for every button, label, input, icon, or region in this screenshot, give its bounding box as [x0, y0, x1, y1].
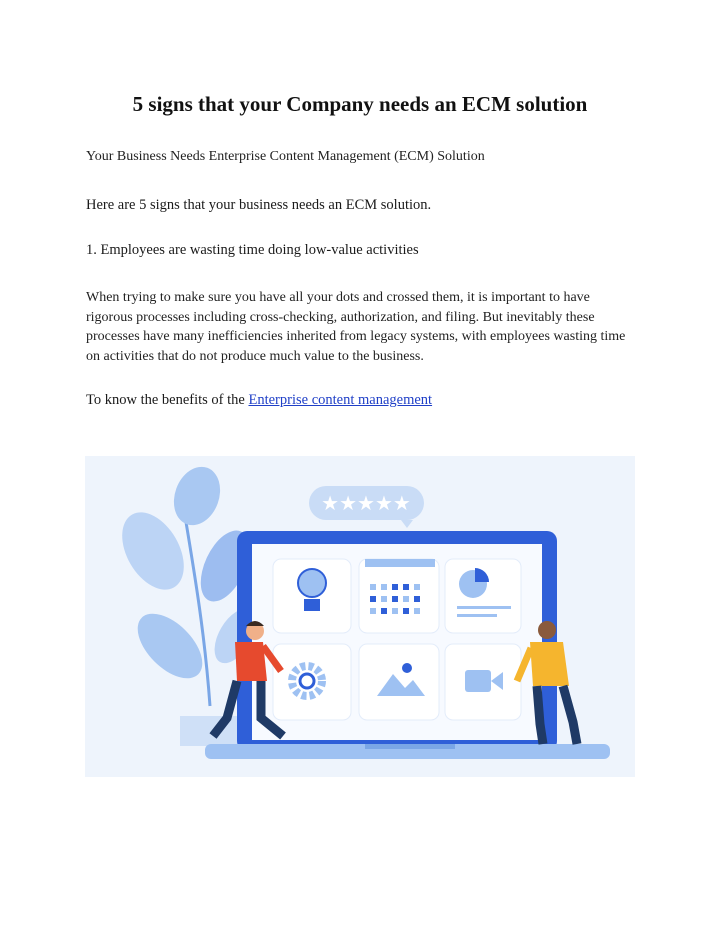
section-paragraph: When trying to make sure you have all your dots and crossed them, it is important to have rigorous processes including cross-checking, authorization, and filing. But inevitably these processes have many inefficiencies inherited from legacy systems, with employees wasting time on activities that do not produce much value to the business. — [86, 290, 626, 364]
rating-bubble — [309, 486, 424, 528]
tile-video — [445, 644, 521, 720]
tile-gear — [273, 644, 351, 720]
lightbulb-icon — [298, 569, 326, 597]
ecm-illustration — [85, 456, 635, 777]
ecm-illustration-svg — [85, 456, 635, 777]
lead-sentence: Here are 5 signs that your business needs an ECM solution. — [86, 197, 432, 213]
benefits-line — [86, 392, 646, 409]
tile-image — [359, 644, 439, 720]
document-title: 5 signs that your Company needs an ECM solution — [132, 92, 588, 116]
tile-dots — [359, 559, 439, 633]
rating-stars: ★★★★★ — [321, 491, 411, 515]
section-heading: 1. Employees are wasting time doing low-value activities — [86, 242, 419, 258]
document-subtitle: Your Business Needs Enterprise Content Management (ECM) Solution — [86, 149, 485, 164]
tile-pie — [445, 559, 521, 633]
benefits-prefix: To know the benefits of the — [86, 392, 249, 408]
video-icon — [465, 670, 491, 692]
tile-lightbulb — [273, 559, 351, 633]
ecm-link[interactable]: Enterprise content management — [248, 392, 433, 408]
